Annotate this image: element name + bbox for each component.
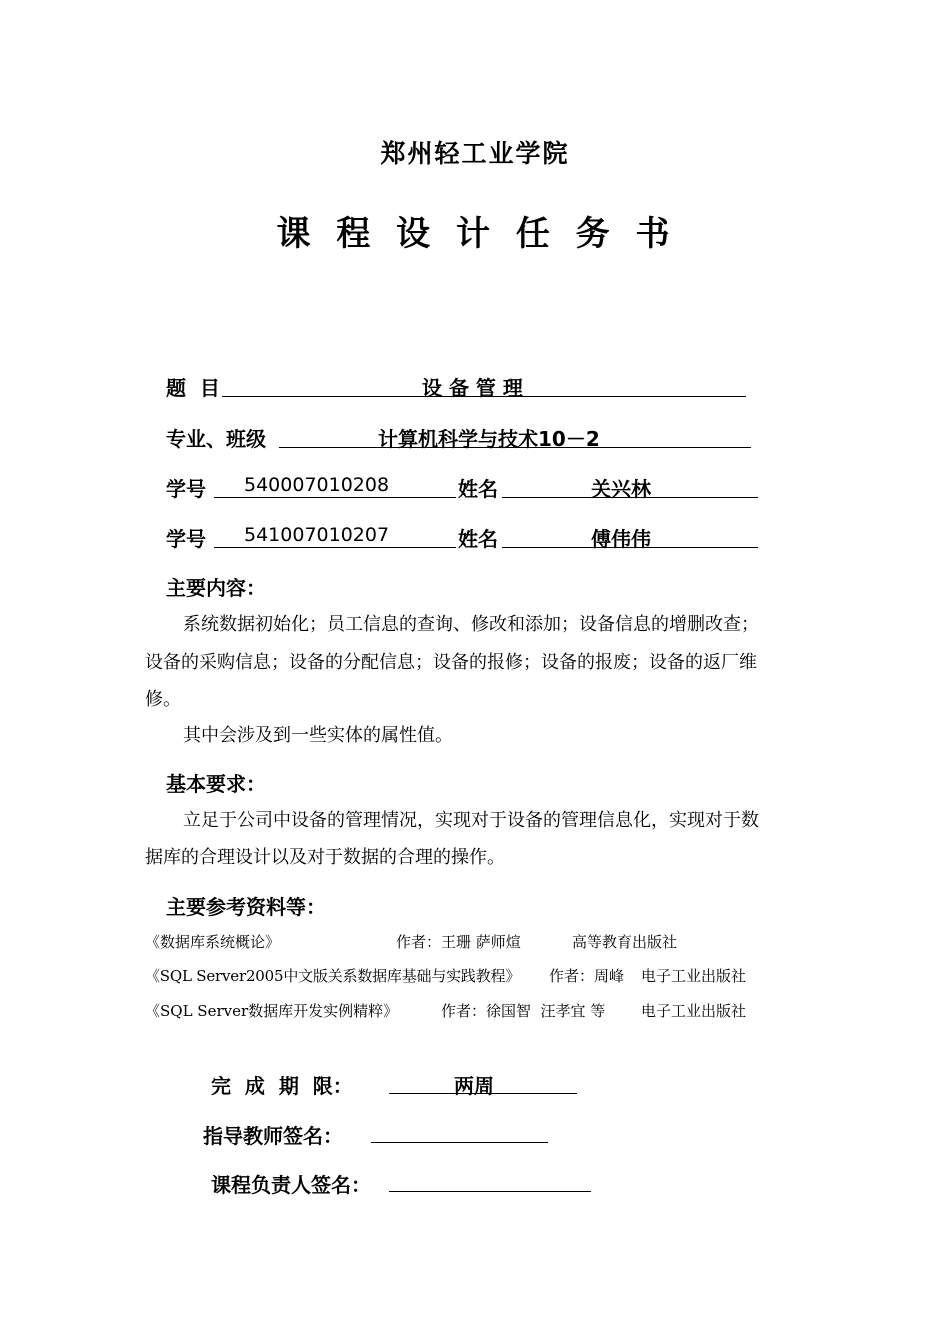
content-para2: 其中会涉及到一些实体的属性值。 [183, 725, 453, 746]
reference-3-publisher: 电子工业出版社 [641, 1002, 747, 1020]
references-heading: 主要参考资料等： [166, 895, 326, 919]
content-para1-line1: 系统数据初始化；员工信息的查询、修改和添加；设备信息的增删改查； [183, 614, 759, 635]
student2-id-underline [214, 547, 456, 548]
responsible-signature-field[interactable] [389, 1191, 591, 1192]
student1-id-underline [214, 497, 456, 498]
student1-name-label: 姓名 [458, 477, 498, 501]
student1-id: 540007010208 [244, 474, 390, 496]
content-heading: 主要内容： [166, 576, 266, 600]
content-para1-line3: 修。 [145, 689, 181, 710]
reference-2-book: 《SQL Server2005中文版关系数据库基础与实践教程》 [145, 967, 521, 985]
student2-id-label: 学号 [166, 527, 206, 551]
title-value: 设 备 管 理 [422, 376, 523, 400]
reference-1-publisher: 高等教育出版社 [572, 933, 678, 951]
requirements-line2: 据库的合理设计以及对于数据的合理的操作。 [145, 847, 505, 868]
reference-2-publisher: 电子工业出版社 [641, 967, 747, 985]
student1-id-label: 学号 [166, 477, 206, 501]
student2-id: 541007010207 [244, 524, 390, 546]
reference-1-book: 《数据库系统概论》 [145, 933, 281, 951]
student2-name-label: 姓名 [458, 527, 498, 551]
advisor-signature-field[interactable] [371, 1142, 548, 1143]
major-value: 计算机科学与技术10－2 [378, 427, 600, 451]
reference-3-book: 《SQL Server数据库开发实例精粹》 [145, 1002, 399, 1020]
student2-name: 傅伟伟 [591, 527, 651, 551]
reference-1-authors: 作者：王珊 萨师煊 [396, 933, 521, 951]
reference-2-authors: 作者：周峰 [549, 967, 625, 985]
document-title: 课 程 设 计 任 务 书 [276, 214, 674, 254]
deadline-value: 两周 [454, 1074, 494, 1098]
reference-3-authors: 作者：徐国智 汪孝宜 等 [441, 1002, 606, 1020]
content-para1-line2: 设备的采购信息；设备的分配信息；设备的报修；设备的报废；设备的返厂维 [145, 652, 757, 673]
responsible-signature-label: 课程负责人签名： [211, 1173, 371, 1197]
title-label: 题 目 [166, 376, 220, 400]
deadline-label: 完 成 期 限： [211, 1074, 353, 1098]
requirements-heading: 基本要求： [166, 772, 266, 796]
requirements-line1: 立足于公司中设备的管理情况，实现对于设备的管理信息化，实现对于数 [183, 810, 759, 831]
student1-name: 关兴林 [591, 477, 651, 501]
major-label: 专业、班级 [166, 427, 266, 451]
school-name: 郑州轻工业学院 [380, 139, 570, 168]
advisor-signature-label: 指导教师签名： [203, 1124, 343, 1148]
